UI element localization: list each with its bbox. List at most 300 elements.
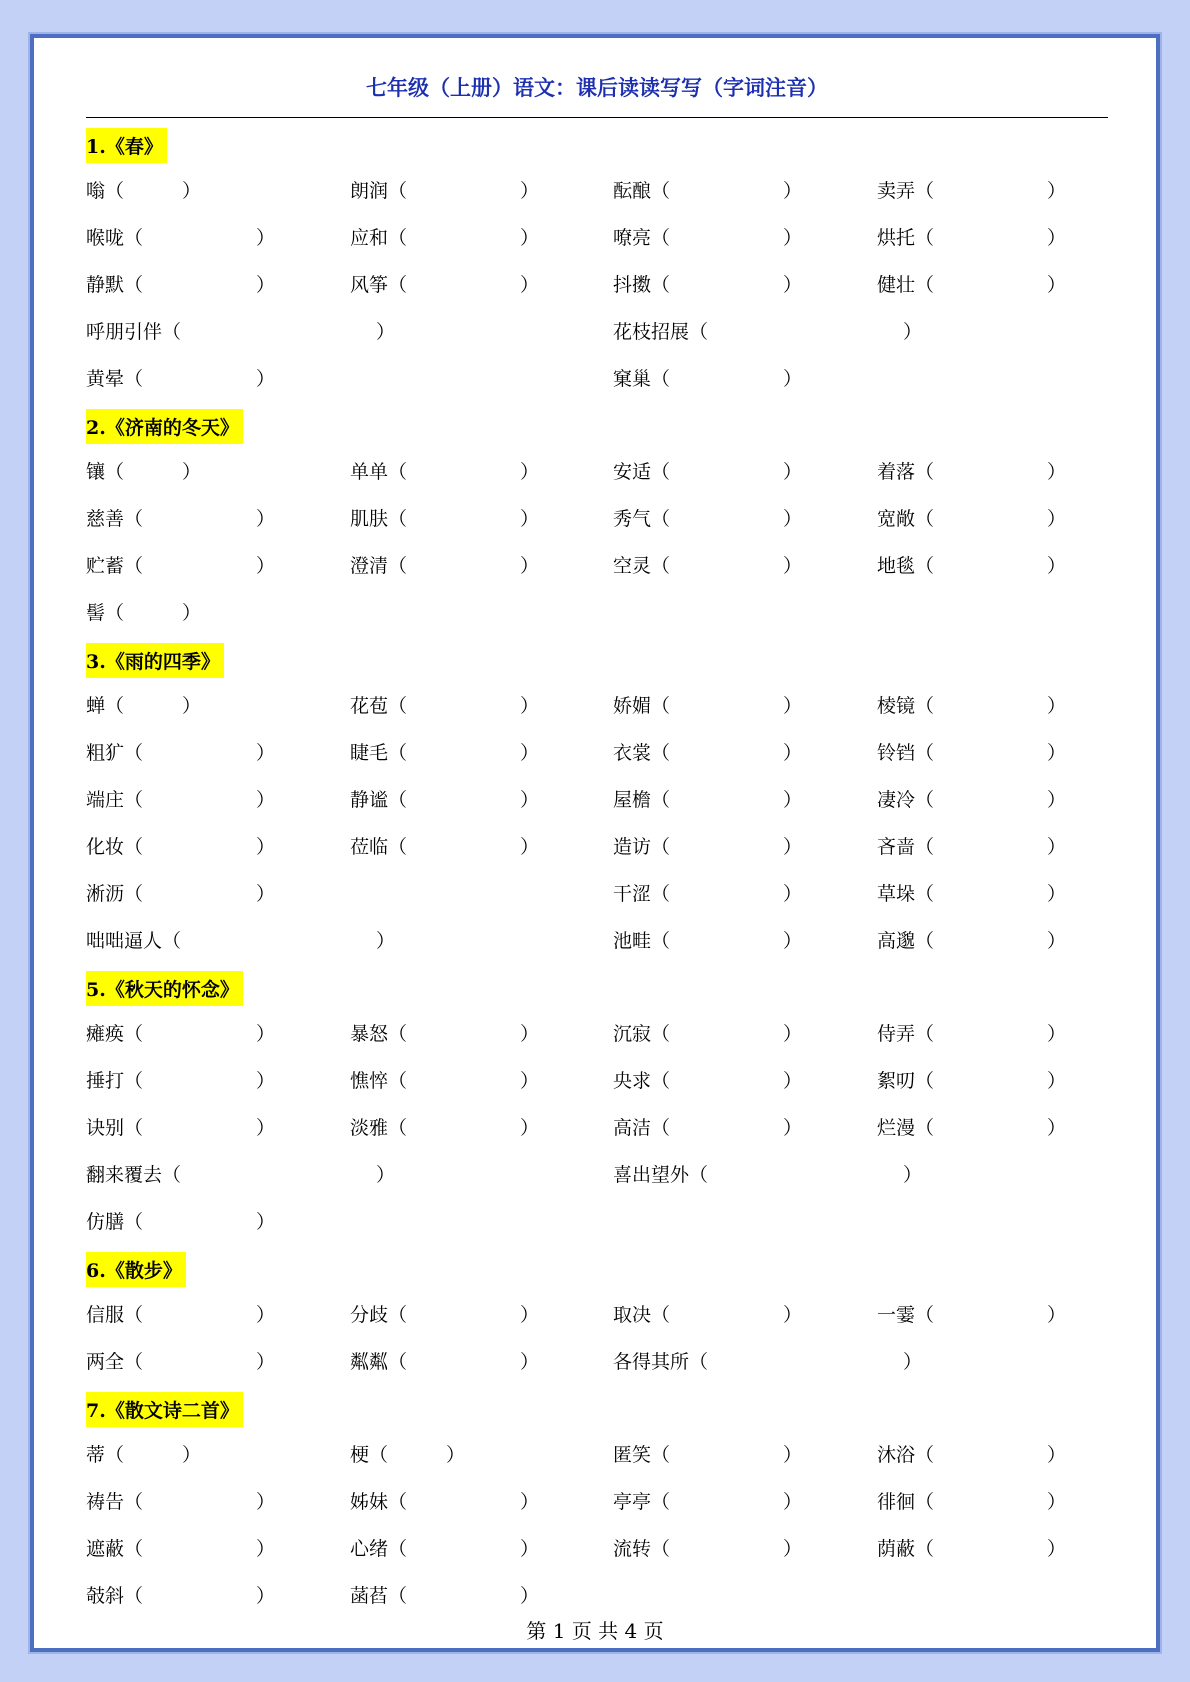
pinyin-blank-open: （ <box>124 883 144 905</box>
vocab-word: 遮蔽 <box>86 1538 125 1560</box>
vocab-word: 流转 <box>613 1538 652 1560</box>
pinyin-blank-open: （ <box>124 555 144 577</box>
pinyin-blank-close: ） <box>520 742 540 764</box>
pinyin-blank-open: （ <box>388 695 408 717</box>
pinyin-blank-open: （ <box>651 1304 671 1326</box>
pinyin-blank-open: （ <box>388 742 408 764</box>
vocab-item <box>613 683 803 730</box>
vocab-item <box>613 215 803 262</box>
vocab-word: 化妆 <box>86 836 125 858</box>
vocab-word: 亭亭 <box>613 1491 652 1513</box>
pinyin-blank-open: （ <box>651 227 671 249</box>
vocab-item <box>613 918 803 965</box>
vocab-word: 沉寂 <box>613 1023 652 1045</box>
vocab-item <box>350 1292 540 1339</box>
vocab-word: 絮叨 <box>877 1070 916 1092</box>
vocab-row <box>86 215 1108 262</box>
section-title-text: 5.《秋天的怀念》 <box>86 971 243 1006</box>
pinyin-blank-close: ） <box>256 1211 276 1233</box>
vocab-word: 应和 <box>350 227 389 249</box>
vocab-item <box>613 449 803 496</box>
vocab-item <box>350 683 540 730</box>
pinyin-blank-open: （ <box>105 180 125 202</box>
vocab-word: 粗犷 <box>86 742 125 764</box>
pinyin-blank-close: ） <box>1047 1117 1067 1139</box>
pinyin-blank-close: ） <box>783 883 803 905</box>
vocab-item <box>877 1011 1067 1058</box>
pinyin-blank-close: ） <box>783 836 803 858</box>
vocab-word: 窠巢 <box>613 368 652 390</box>
vocab-word: 淡雅 <box>350 1117 389 1139</box>
vocab-word: 酝酿 <box>613 180 652 202</box>
pinyin-blank-close: ） <box>783 1538 803 1560</box>
vocab-word: 姊妹 <box>350 1491 389 1513</box>
pinyin-blank-open: （ <box>915 1023 935 1045</box>
pinyin-blank-close: ） <box>1047 789 1067 811</box>
vocab-item <box>613 543 803 590</box>
page-title: 七年级（上册）语文：课后读读写写（字词注音） <box>366 75 828 100</box>
vocab-item <box>86 1339 276 1386</box>
vocab-word: 睫毛 <box>350 742 389 764</box>
vocab-row <box>86 168 1108 215</box>
vocab-word: 宽敞 <box>877 508 916 530</box>
vocab-item <box>86 1292 276 1339</box>
pinyin-blank-open: （ <box>124 368 144 390</box>
pinyin-blank-open: （ <box>915 930 935 952</box>
vocab-word: 喉咙 <box>86 227 125 249</box>
pinyin-blank-open: （ <box>388 1585 408 1607</box>
pinyin-blank-close: ） <box>783 180 803 202</box>
pinyin-blank-open: （ <box>651 1444 671 1466</box>
pinyin-blank-close: ） <box>256 836 276 858</box>
vocab-row <box>86 543 1108 590</box>
vocab-word: 捶打 <box>86 1070 125 1092</box>
pinyin-blank-close: ） <box>783 1491 803 1513</box>
pinyin-blank-open: （ <box>915 1491 935 1513</box>
pinyin-blank-close: ） <box>256 1351 276 1373</box>
pinyin-blank-open: （ <box>105 602 125 624</box>
vocab-word: 高洁 <box>613 1117 652 1139</box>
vocab-item <box>86 1479 276 1526</box>
pinyin-blank-open: （ <box>105 461 125 483</box>
vocab-item <box>86 824 276 871</box>
vocab-word: 烂漫 <box>877 1117 916 1139</box>
pinyin-blank-close: ） <box>903 1351 923 1373</box>
vocab-item <box>86 1432 202 1479</box>
vocab-word: 憔悴 <box>350 1070 389 1092</box>
vocab-item <box>350 730 540 777</box>
pinyin-blank-close: ） <box>520 274 540 296</box>
pinyin-blank-open: （ <box>369 1444 389 1466</box>
vocab-row <box>86 1292 1108 1339</box>
pinyin-blank-close: ） <box>1047 274 1067 296</box>
pinyin-blank-open: （ <box>689 1164 709 1186</box>
vocab-item <box>350 543 540 590</box>
pinyin-blank-close: ） <box>520 1117 540 1139</box>
pinyin-blank-open: （ <box>915 461 935 483</box>
vocab-word: 菡萏 <box>350 1585 389 1607</box>
vocab-word: 屋檐 <box>613 789 652 811</box>
pinyin-blank-open: （ <box>915 1444 935 1466</box>
vocab-row <box>86 1058 1108 1105</box>
pinyin-blank-close: ） <box>520 508 540 530</box>
pinyin-blank-close: ） <box>520 695 540 717</box>
vocab-item <box>86 1526 276 1573</box>
vocab-word: 高邈 <box>877 930 916 952</box>
pinyin-blank-open: （ <box>388 227 408 249</box>
pinyin-blank-open: （ <box>105 1444 125 1466</box>
vocab-item <box>613 871 803 918</box>
pinyin-blank-open: （ <box>689 321 709 343</box>
pinyin-blank-close: ） <box>256 789 276 811</box>
vocab-word: 仿膳 <box>86 1211 125 1233</box>
pinyin-blank-close: ） <box>256 1023 276 1045</box>
vocab-word: 攲斜 <box>86 1585 125 1607</box>
vocab-item <box>86 683 202 730</box>
vocab-word: 贮蓄 <box>86 555 125 577</box>
pinyin-blank-open: （ <box>651 695 671 717</box>
vocab-word: 粼粼 <box>350 1351 389 1373</box>
pinyin-blank-close: ） <box>256 227 276 249</box>
pinyin-blank-open: （ <box>915 836 935 858</box>
section-title <box>86 122 1108 168</box>
vocab-word: 两全 <box>86 1351 125 1373</box>
pinyin-blank-close: ） <box>783 274 803 296</box>
pinyin-blank-open: （ <box>124 1304 144 1326</box>
vocab-item <box>877 1526 1067 1573</box>
vocab-item <box>877 730 1067 777</box>
vocab-item <box>350 1058 540 1105</box>
section-title <box>86 1386 1108 1432</box>
pinyin-blank-close: ） <box>256 1117 276 1139</box>
vocab-word: 花苞 <box>350 695 389 717</box>
vocab-word: 吝啬 <box>877 836 916 858</box>
vocab-word: 单单 <box>350 461 389 483</box>
pinyin-blank-close: ） <box>1047 1491 1067 1513</box>
pinyin-blank-open: （ <box>388 1304 408 1326</box>
vocab-item <box>877 449 1067 496</box>
vocab-item <box>86 543 276 590</box>
section-title <box>86 403 1108 449</box>
pinyin-blank-open: （ <box>651 1117 671 1139</box>
vocab-word: 卖弄 <box>877 180 916 202</box>
vocab-word: 花枝招展 <box>613 321 690 343</box>
vocab-word: 诀别 <box>86 1117 125 1139</box>
pinyin-blank-open: （ <box>105 695 125 717</box>
vocab-item <box>613 1339 923 1386</box>
vocab-row <box>86 777 1108 824</box>
vocab-item <box>877 168 1067 215</box>
pinyin-blank-open: （ <box>388 274 408 296</box>
pinyin-blank-close: ） <box>520 789 540 811</box>
vocab-row <box>86 1573 1108 1620</box>
pinyin-blank-close: ） <box>1047 930 1067 952</box>
pinyin-blank-close: ） <box>182 695 202 717</box>
vocab-item <box>86 590 202 637</box>
pinyin-blank-close: ） <box>1047 1538 1067 1560</box>
vocab-item <box>613 1526 803 1573</box>
pinyin-blank-close: ） <box>1047 695 1067 717</box>
pinyin-blank-close: ） <box>256 368 276 390</box>
vocab-row <box>86 730 1108 777</box>
vocab-word: 慈善 <box>86 508 125 530</box>
pinyin-blank-open: （ <box>388 461 408 483</box>
pinyin-blank-close: ） <box>520 1070 540 1092</box>
title-rule <box>86 117 1108 118</box>
vocab-item <box>613 262 803 309</box>
pinyin-blank-open: （ <box>124 1023 144 1045</box>
pinyin-blank-open: （ <box>162 321 182 343</box>
pinyin-blank-close: ） <box>783 368 803 390</box>
pinyin-blank-open: （ <box>915 695 935 717</box>
vocab-row <box>86 1432 1108 1479</box>
pinyin-blank-open: （ <box>388 789 408 811</box>
vocab-item <box>86 1573 276 1620</box>
pinyin-blank-close: ） <box>1047 742 1067 764</box>
vocab-item <box>613 1432 803 1479</box>
pinyin-blank-open: （ <box>651 555 671 577</box>
pinyin-blank-close: ） <box>256 508 276 530</box>
pinyin-blank-open: （ <box>915 180 935 202</box>
pinyin-blank-close: ） <box>783 789 803 811</box>
vocab-item <box>613 496 803 543</box>
vocab-row <box>86 262 1108 309</box>
pinyin-blank-open: （ <box>388 1070 408 1092</box>
pinyin-blank-close: ） <box>783 555 803 577</box>
vocab-item <box>86 356 276 403</box>
vocab-word: 央求 <box>613 1070 652 1092</box>
vocab-row <box>86 356 1108 403</box>
pinyin-blank-close: ） <box>783 1023 803 1045</box>
vocab-item <box>350 1011 540 1058</box>
pinyin-blank-open: （ <box>651 508 671 530</box>
pinyin-blank-close: ） <box>182 1444 202 1466</box>
pinyin-blank-open: （ <box>915 1070 935 1092</box>
vocab-word: 草垛 <box>877 883 916 905</box>
pinyin-blank-close: ） <box>182 180 202 202</box>
vocab-word: 蒂 <box>86 1444 106 1466</box>
vocab-word: 沐浴 <box>877 1444 916 1466</box>
vocab-item <box>877 1292 1067 1339</box>
vocab-item <box>86 1105 276 1152</box>
pinyin-blank-close: ） <box>520 1538 540 1560</box>
vocab-item <box>86 1199 276 1246</box>
pinyin-blank-open: （ <box>689 1351 709 1373</box>
vocab-item <box>877 777 1067 824</box>
vocab-item <box>350 1526 540 1573</box>
vocab-word: 安适 <box>613 461 652 483</box>
vocab-item <box>877 1432 1067 1479</box>
vocab-word: 健壮 <box>877 274 916 296</box>
vocab-item <box>613 1105 803 1152</box>
vocab-word: 分歧 <box>350 1304 389 1326</box>
vocab-item <box>86 168 202 215</box>
pinyin-blank-open: （ <box>388 1351 408 1373</box>
vocab-word: 一霎 <box>877 1304 916 1326</box>
pinyin-blank-close: ） <box>783 1444 803 1466</box>
vocab-word: 取决 <box>613 1304 652 1326</box>
vocab-item <box>613 1479 803 1526</box>
vocab-item <box>86 215 276 262</box>
section-title <box>86 637 1108 683</box>
vocab-item <box>877 871 1067 918</box>
vocab-item <box>877 824 1067 871</box>
vocab-word: 澄清 <box>350 555 389 577</box>
vocab-item <box>613 356 803 403</box>
pinyin-blank-open: （ <box>124 227 144 249</box>
vocabulary-content <box>86 122 1108 1620</box>
pinyin-blank-open: （ <box>124 789 144 811</box>
pinyin-blank-close: ） <box>446 1444 466 1466</box>
vocab-item <box>877 543 1067 590</box>
vocab-item <box>350 215 540 262</box>
vocab-row <box>86 871 1108 918</box>
vocab-item <box>86 309 396 356</box>
vocab-item <box>613 168 803 215</box>
vocab-row <box>86 496 1108 543</box>
pinyin-blank-open: （ <box>915 508 935 530</box>
vocab-word: 髻 <box>86 602 106 624</box>
pinyin-blank-open: （ <box>651 742 671 764</box>
vocab-word: 干涩 <box>613 883 652 905</box>
pinyin-blank-close: ） <box>520 836 540 858</box>
pinyin-blank-close: ） <box>520 1491 540 1513</box>
vocab-item <box>86 1152 396 1199</box>
vocab-word: 梗 <box>350 1444 370 1466</box>
vocab-word: 端庄 <box>86 789 125 811</box>
pinyin-blank-close: ） <box>520 461 540 483</box>
vocab-word: 烘托 <box>877 227 916 249</box>
pinyin-blank-open: （ <box>915 555 935 577</box>
pinyin-blank-open: （ <box>388 1117 408 1139</box>
vocab-item <box>877 496 1067 543</box>
pinyin-blank-close: ） <box>256 883 276 905</box>
vocab-row <box>86 590 1108 637</box>
vocab-item <box>613 1292 803 1339</box>
pinyin-blank-open: （ <box>651 1023 671 1045</box>
vocab-word: 莅临 <box>350 836 389 858</box>
pinyin-blank-close: ） <box>903 1164 923 1186</box>
vocab-word: 铃铛 <box>877 742 916 764</box>
pinyin-blank-open: （ <box>124 836 144 858</box>
vocab-word: 池畦 <box>613 930 652 952</box>
vocab-word: 信服 <box>86 1304 125 1326</box>
vocab-item <box>86 777 276 824</box>
vocab-word: 黄晕 <box>86 368 125 390</box>
section-title-text: 2.《济南的冬天》 <box>86 409 243 444</box>
pinyin-blank-close: ） <box>256 1304 276 1326</box>
pinyin-blank-close: ） <box>1047 227 1067 249</box>
vocab-item <box>350 777 540 824</box>
pinyin-blank-open: （ <box>915 742 935 764</box>
vocab-word: 嘹亮 <box>613 227 652 249</box>
pinyin-blank-close: ） <box>903 321 923 343</box>
vocab-item <box>877 683 1067 730</box>
vocab-item <box>350 168 540 215</box>
vocab-row <box>86 1152 1108 1199</box>
vocab-word: 秀气 <box>613 508 652 530</box>
pinyin-blank-close: ） <box>256 555 276 577</box>
pinyin-blank-close: ） <box>1047 508 1067 530</box>
pinyin-blank-open: （ <box>651 461 671 483</box>
vocab-item <box>86 449 202 496</box>
pinyin-blank-close: ） <box>256 1070 276 1092</box>
pinyin-blank-close: ） <box>256 742 276 764</box>
pinyin-blank-open: （ <box>388 555 408 577</box>
vocab-word: 荫蔽 <box>877 1538 916 1560</box>
pinyin-blank-close: ） <box>1047 461 1067 483</box>
section-title-text: 3.《雨的四季》 <box>86 643 224 678</box>
pinyin-blank-open: （ <box>651 274 671 296</box>
pinyin-blank-open: （ <box>915 883 935 905</box>
vocab-item <box>877 918 1067 965</box>
pinyin-blank-open: （ <box>651 836 671 858</box>
pinyin-blank-close: ） <box>783 227 803 249</box>
vocab-word: 瘫痪 <box>86 1023 125 1045</box>
vocab-word: 祷告 <box>86 1491 125 1513</box>
pinyin-blank-open: （ <box>651 1070 671 1092</box>
pinyin-blank-open: （ <box>915 274 935 296</box>
vocab-row <box>86 683 1108 730</box>
pinyin-blank-close: ） <box>182 602 202 624</box>
pinyin-blank-open: （ <box>915 789 935 811</box>
vocab-row <box>86 1479 1108 1526</box>
pinyin-blank-open: （ <box>124 1070 144 1092</box>
vocab-word: 咄咄逼人 <box>86 930 163 952</box>
pinyin-blank-close: ） <box>1047 180 1067 202</box>
vocab-row <box>86 309 1108 356</box>
vocab-item <box>350 1339 540 1386</box>
pinyin-blank-open: （ <box>651 789 671 811</box>
vocab-item <box>350 824 540 871</box>
pinyin-blank-close: ） <box>376 321 396 343</box>
pinyin-blank-open: （ <box>388 1538 408 1560</box>
vocab-word: 喜出望外 <box>613 1164 690 1186</box>
vocab-item <box>613 309 923 356</box>
vocab-item <box>613 824 803 871</box>
vocab-item <box>613 1152 923 1199</box>
vocab-row <box>86 1105 1108 1152</box>
pinyin-blank-open: （ <box>388 1023 408 1045</box>
vocab-row <box>86 1339 1108 1386</box>
pinyin-blank-close: ） <box>376 1164 396 1186</box>
vocab-item <box>877 1105 1067 1152</box>
vocab-item <box>350 1573 540 1620</box>
pinyin-blank-open: （ <box>124 1117 144 1139</box>
vocab-word: 各得其所 <box>613 1351 690 1373</box>
section-title <box>86 1246 1108 1292</box>
vocab-item <box>877 1058 1067 1105</box>
vocab-word: 肌肤 <box>350 508 389 530</box>
pinyin-blank-close: ） <box>783 695 803 717</box>
vocab-word: 侍弄 <box>877 1023 916 1045</box>
vocab-item <box>877 1479 1067 1526</box>
pinyin-blank-open: （ <box>124 1211 144 1233</box>
pinyin-blank-close: ） <box>783 1070 803 1092</box>
pinyin-blank-close: ） <box>783 1304 803 1326</box>
pinyin-blank-close: ） <box>256 1538 276 1560</box>
vocab-word: 风筝 <box>350 274 389 296</box>
vocab-item <box>613 777 803 824</box>
pinyin-blank-close: ） <box>1047 1444 1067 1466</box>
vocab-item <box>613 730 803 777</box>
pinyin-blank-open: （ <box>651 930 671 952</box>
vocab-item <box>350 449 540 496</box>
pinyin-blank-open: （ <box>124 1491 144 1513</box>
pinyin-blank-close: ） <box>783 508 803 530</box>
pinyin-blank-close: ） <box>783 1117 803 1139</box>
pinyin-blank-open: （ <box>915 1117 935 1139</box>
